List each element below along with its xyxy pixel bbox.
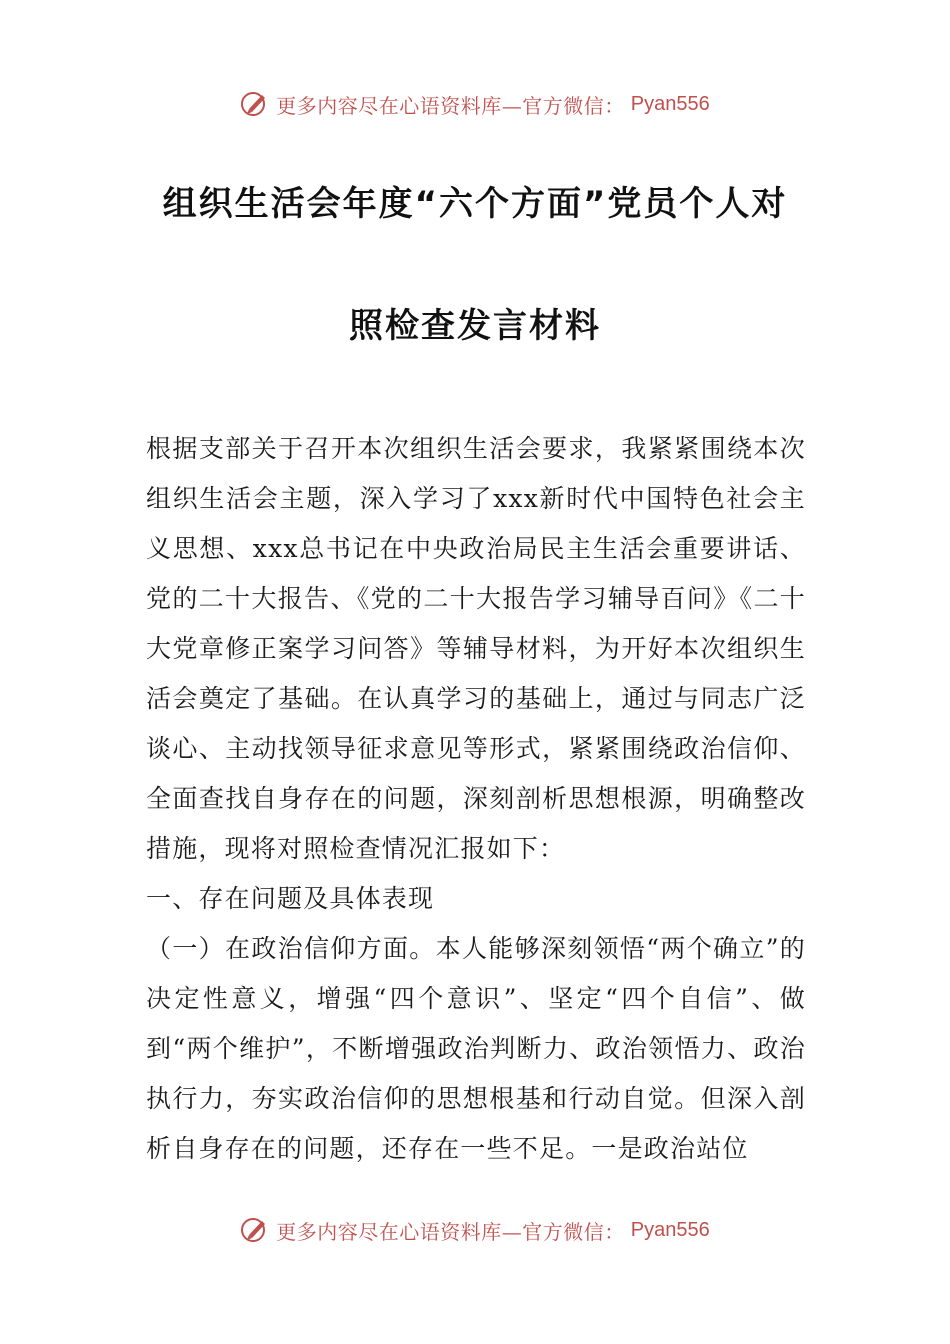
- subsection-paragraph: （一）在政治信仰方面。本人能够深刻领悟“两个确立”的决定性意义，增强“四个意识”、坚定“四个自信”、做到“两个维护”，不断增强政治判断力、政治领悟力、政治执行力，夯实政治信仰的思想根基和行动自觉。但深入剖析自身存在的问题，还存在一些不足。一是政治站位: [146, 934, 806, 1163]
- footer-watermark: [0, 1210, 950, 1250]
- section-heading: 一、存在问题及具体表现: [146, 884, 435, 913]
- intro-paragraph: 根据支部关于召开本次组织生活会要求，我紧紧围绕本次组织生活会主题，深入学习了xxx新时代中国特色社会主义思想、xxx总书记在中央政治局民主生活会重要讲话、党的二十大报告、《党的二十大报告学习辅导百问》《二十大党章修正案学习问答》等辅导材料，为开好本次组织生活会奠定了基础。在认真学习的基础上，通过与同志广泛谈心、主动找领导征求意见等形式，紧紧围绕政治信仰、全面查找自身存在的问题，深刻剖析思想根源，明确整改措施，现将对照检查情况汇报如下：: [146, 434, 806, 863]
- watermark-text: 更多内容尽在心语资料库—官方微信：: [276, 1219, 625, 1244]
- pen-logo-icon: [240, 89, 270, 119]
- document-body: [146, 424, 806, 1174]
- pen-logo-icon: [240, 1215, 270, 1245]
- document-title-line-1: 组织生活会年度“六个方面”党员个人对: [162, 184, 788, 224]
- document-title-line-2: 照检查发言材料: [349, 306, 601, 346]
- watermark-text: 更多内容尽在心语资料库—官方微信：: [276, 93, 625, 118]
- watermark-wechat-id: Pyan556: [630, 1218, 710, 1241]
- watermark-wechat-id: Pyan556: [630, 92, 710, 115]
- header-watermark: [0, 84, 950, 124]
